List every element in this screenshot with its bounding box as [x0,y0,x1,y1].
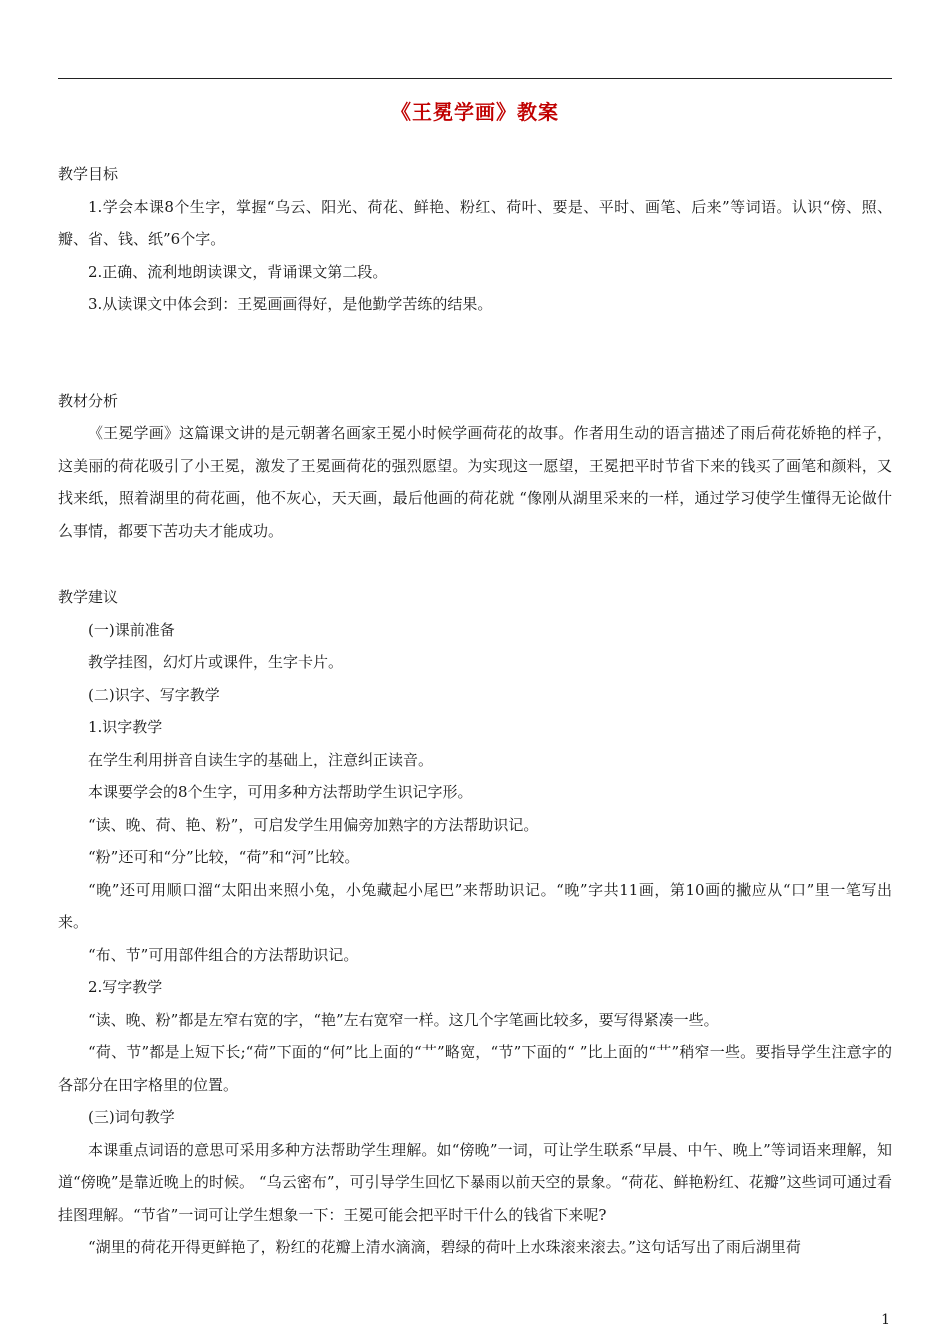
section-heading-suggestions: 教学建议 [58,588,119,606]
suggestion-subheading: (二)识字、写字教学 [88,685,220,704]
page-number: 1 [881,1312,890,1328]
suggestion-line: 本课重点词语的意思可采用多种方法帮助学生理解。如“傍晚”一词，可让学生联系“早晨、中午、晚上”等词语来理解，知道“傍晚”是靠近晚上的时候。 “乌云密布”，可引导学生回忆下暴雨以前天空的景象。“荷花、鲜艳粉红、花瓣”这些词可通过看挂图理解。“节省”一词可让学生想象一下：王冕可能会把平时干什么的钱省下来呢? [58,1140,892,1224]
analysis-paragraph: 《王冕学画》这篇课文讲的是元朝著名画家王冕小时候学画荷花的故事。作者用生动的语言描述了雨后荷花娇艳的样子，这美丽的荷花吸引了小王冕，激发了王冕画荷花的强烈愿望。为实现这一愿望，王冕把平时节省下来的钱买了画笔和颜料，又找来纸，照着湖里的荷花画，他不灰心，天天画，最后他画的荷花就 “像刚从湖里采来的一样，通过学习使学生懂得无论做什么事情，都要下苦功夫才能成功。 [58,424,892,540]
suggestion-line: “粉”还可和“分”比较，“荷”和“河”比较。 [88,848,360,866]
suggestion-line: “布、节”可用部件组合的方法帮助识记。 [88,945,359,964]
document-body [58,158,892,1264]
objective-item: 2.正确、流利地朗读课文，背诵课文第二段。 [88,262,388,281]
suggestion-line: “荷、节”都是上短下长;“荷”下面的“何”比上面的“艹”略宽，“节”下面的“ ”比上面的“艹”稍窄一些。要指导学生注意字的各部分在田字格里的位置。 [58,1043,892,1094]
suggestion-line: “湖里的荷花开得更鲜艳了，粉红的花瓣上清水滴滴，碧绿的荷叶上水珠滚来滚去。”这句话写出了雨后湖里荷 [88,1238,801,1256]
objective-item: 3.从读课文中体会到：王冕画画得好，是他勤学苦练的结果。 [88,295,493,313]
suggestion-subheading: 1.识字教学 [88,718,163,736]
objective-item: 1.学会本课8个生字，掌握“乌云、阳光、荷花、鲜艳、粉红、荷叶、要是、平时、画笔、后来”等词语。认识“傍、照、瓣、省、钱、纸”6个字。 [58,197,892,248]
suggestion-line: “晚”还可用顺口溜“太阳出来照小兔，小兔藏起小尾巴”来帮助识记。“晚”字共11画，第10画的撇应从“口”里一笔写出来。 [58,880,892,931]
document-title: 《王冕学画》教案 [391,100,559,124]
suggestion-line: 在学生利用拼音自读生字的基础上，注意纠正读音。 [88,750,434,769]
header-rule [58,78,892,79]
suggestion-subheading: (三)词句教学 [88,1108,175,1126]
section-heading-analysis: 教材分析 [58,391,119,410]
suggestion-subheading: 2.写字教学 [88,978,163,996]
suggestion-line: “读、晚、荷、艳、粉”，可启发学生用偏旁加熟字的方法帮助识记。 [88,815,539,834]
section-heading-objectives: 教学目标 [58,165,119,183]
suggestion-line: “读、晚、粉”都是左窄右宽的字，“艳”左右宽窄一样。这几个字笔画比较多，要写得紧凑一些。 [88,1010,719,1029]
suggestion-subheading: (一)课前准备 [88,620,175,639]
suggestion-line: 教学挂图，幻灯片或课件，生字卡片。 [88,653,344,671]
suggestion-line: 本课要学会的8个生字，可用多种方法帮助学生识记字形。 [88,783,473,801]
